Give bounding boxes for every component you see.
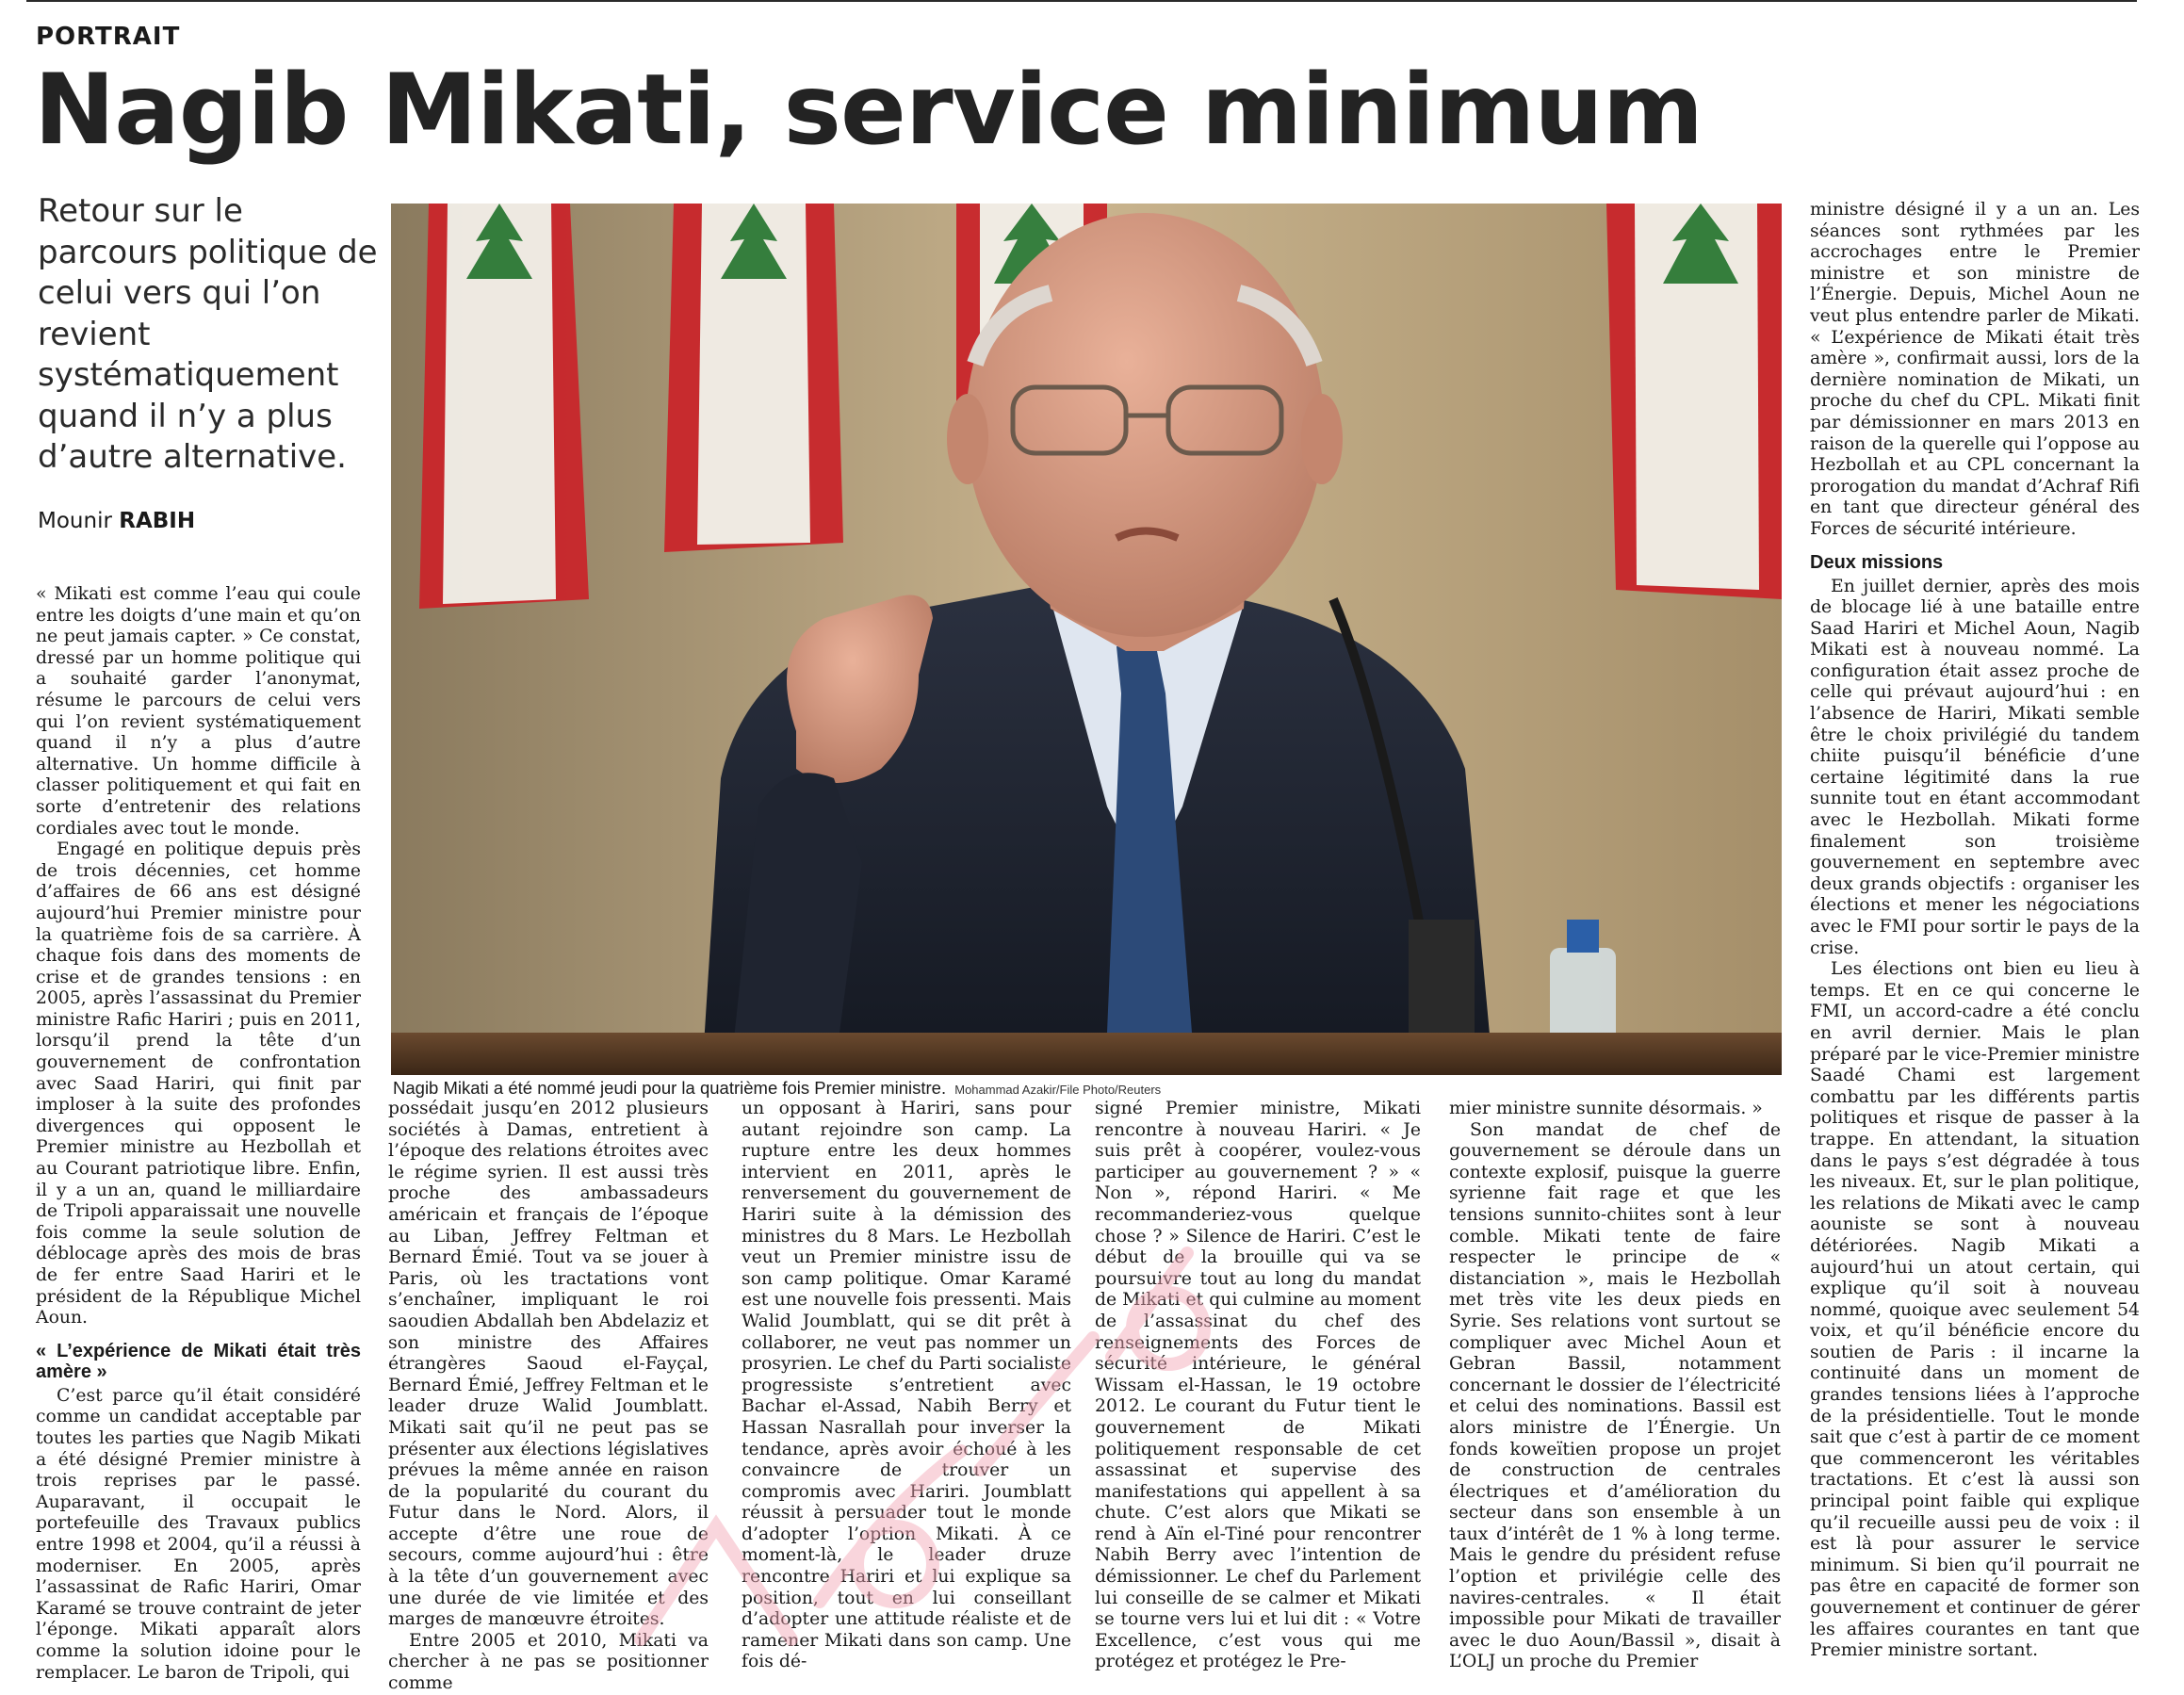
- article-column-4: [1095, 1099, 1421, 1673]
- paragraph: mier ministre sunnite désormais. »: [1449, 1099, 1763, 1118]
- article-photo: [391, 204, 1782, 1075]
- subheading: « L’expérience de Mikati était très amère »: [36, 1340, 361, 1382]
- section-label: PORTRAIT: [36, 23, 181, 51]
- paragraph: signé Premier ministre, Mikati rencontre à nouveau Hariri. « Je suis prêt à coopérer, voulez-vous participer au gouvernement ? » « Non », répond Hariri. « Me recommanderiez-vous quelque chose ? » Silence de Hariri. C’est le début de la brouille qui va se poursuivre tout au long du mandat de Mikati et qui culmine au moment de l’assassinat du chef des renseignements des Forces de sécurité intérieure, le général Wissam el-Hassan, le 19 octobre 2012. Le courant du Futur tient le gouvernement de Mikati politiquement responsable de cet assassinat et supervise des manifestations qui appellent à sa chute. C’est alors que Mikati se rend à Aïn el-Tiné pour rencontrer Nabih Berry avec l’intention de démissionner. Le chef du Parlement lui conseille de se calmer et Mikati se tourne vers lui et lui dit : « Votre Excellence, c’est vous qui me protégez et protégez le Pre-: [1095, 1099, 1421, 1672]
- paragraph: C’est parce qu’il était considéré comme un candidat acceptable par toutes les parties que Nagib Mikati a été désigné Premier ministre à trois reprises par le passé. Auparavant, il occupait le portefeuille des Travaux publics entre 1998 et 2004, qu’il a réussi à moderniser. En 2005, après l’assassinat de Rafic Hariri, Omar Karamé se trouve contraint de jeter l’éponge. Mikati apparaît alors comme la solution idoine pour le remplacer. Le baron de Tripoli, qui: [36, 1385, 361, 1683]
- headline: Nagib Mikati, service minimum: [34, 54, 1703, 167]
- portrait-photo-icon: [391, 204, 1782, 1075]
- paragraph: « Mikati est comme l’eau qui coule entre les doigts d’une main et qu’on ne peut jamais capter. » Ce constat, dressé par un homme politique qui a souhaité garder l’anonymat, résume le parcours de celui vers qui l’on revient systématiquement quand il n’y a plus d’autre alternative. Un homme difficile à classer politiquement et qui fait en sorte d’entretenir des relations cordiales avec tout le monde.: [36, 584, 361, 839]
- author-first-name: Mounir: [38, 509, 112, 533]
- paragraph: En juillet dernier, après des mois de blocage lié à une bataille entre Saad Hariri et Michel Aoun, Nagib Mikati est à nouveau nommé. La configuration était assez proche de celle qui prévaut aujourd’hui : en l’absence de Hariri, Mikati semble être le choix privilégié du tandem chiite puisqu’il bénéficie d’une certaine légitimité dans la rue sunnite tout en étant accommodant avec le Hezbollah. Mikati forme finalement son troisième gouvernement en septembre avec deux grands objectifs : organiser les élections et mener les négociations avec le FMI pour sortir le pays de la crise.: [1810, 576, 2140, 958]
- article-column-3: [742, 1099, 1071, 1673]
- author-last-name: RABIH: [119, 509, 196, 533]
- photo-credit: Mohammad Azakir/File Photo/Reuters: [954, 1083, 1162, 1097]
- paragraph: Les élections ont bien eu lieu à temps. Et en ce qui concerne le FMI, un accord-cadre a été conclu en avril dernier. Mais le plan préparé par le vice-Premier ministre Saadé Chami est largement combattu par les différents partis politiques et risque de passer à la trappe. En attendant, la situation dans le pays s’est dégradée à tous les niveaux. Et, sur le plan politique, les relations de Mikati avec le camp aouniste se sont à nouveau détériorées. Nagib Mikati a aujourd’hui un atout certain, qui explique qu’il soit à nouveau nommé, quoique avec seulement 54 voix, et qu’il bénéficie encore du soutien de Paris : il incarne la continuité dans un moment de grandes tensions liées à l’approche de la présidentielle. Tout le monde sait que c’est à partir de ce moment que commenceront les véritables tractations. Et c’est là aussi son principal point faible qui explique qu’il recueille aussi peu de voix : il est là pour assurer le service minimum. Si bien qu’il pourrait ne pas être en capacité de former son gouvernement et continuer de gérer les affaires courantes en tant que Premier ministre sortant.: [1810, 959, 2140, 1661]
- caption-text: Nagib Mikati a été nommé jeudi pour la quatrième fois Premier ministre.: [393, 1078, 947, 1098]
- photo-caption: [393, 1078, 1161, 1099]
- paragraph: Entre 2005 et 2010, Mikati va chercher à ne pas se positionner comme: [388, 1630, 709, 1694]
- paragraph: Engagé en politique depuis près de trois décennies, cet homme d’affaires de 66 ans est désigné aujourd’hui Premier ministre pour la quatrième fois de sa carrière. À chaque fois dans des moments de crise et de grandes tensions : en 2005, après l’assassinat du Premier ministre Rafic Hariri ; puis en 2011, lorsqu’il prend la tête d’un gouvernement de confrontation avec Saad Hariri, qui finit par imploser à la suite des profondes divergences qui opposent le Premier ministre au Hezbollah et au Courant patriotique libre. Enfin, il y a un an, quand le milliardaire de Tripoli apparaissait une nouvelle fois comme la seule solution de déblocage après des mois de bras de fer entre Saad Hariri et le président de la République Michel Aoun.: [36, 839, 361, 1328]
- top-rule: [26, 0, 2137, 2]
- paragraph: possédait jusqu’en 2012 plusieurs sociétés à Damas, entretient à l’époque des relations étroites avec le régime syrien. Il est aussi très proche des ambassadeurs américain et français de l’époque au Liban, Jeffrey Feltman et Bernard Émié. Tout va se jouer à Paris, où les tractations vont s’enchaîner, impliquant le roi saoudien Abdallah ben Abdelaziz et son ministre des Affaires étrangères Saoud el-Fayçal, Bernard Émié, Jeffrey Feltman et le leader druze Walid Joumblatt. Mikati sait qu’il ne peut pas se présenter aux élections législatives prévues la même année en raison de la popularité du courant du Futur dans le Nord. Alors, il accepte d’être une roue de secours, comme aujourd’hui : être à la tête d’un gouvernement avec une durée de vie limitée et des marges de manœuvre étroites.: [388, 1099, 709, 1630]
- article-column-2: [388, 1099, 709, 1695]
- article-column-6: [1810, 200, 2140, 1662]
- author-byline: [38, 509, 195, 533]
- subheading: Deux missions: [1810, 551, 1944, 573]
- paragraph: Son mandat de chef de gouvernement se déroule dans un contexte explosif, puisque la guerre syrienne fait rage et que les tensions sunnito-chiites sont à leur comble. Mikati tente de faire respecter le principe de « distanciation », mais le Hezbollah met très vite les deux pieds en Syrie. Ses relations vont surtout se compliquer avec Michel Aoun et Gebran Bassil, notamment concernant le dossier de l’électricité et celui des nominations. Bassil est alors ministre de l’Énergie. Un fonds koweïtien propose un projet de construction de centrales électriques et d’amélioration du secteur dans son ensemble à un taux d’intérêt de 1 % à long terme. Mais le gendre du président refuse l’option et privilégie celle des navires-centrales. « Il était impossible pour Mikati de travailler avec le duo Aoun/Bassil », disait à L’OLJ un proche du Premier: [1449, 1119, 1781, 1672]
- article-column-5: [1449, 1099, 1781, 1673]
- article-column-1: [36, 584, 361, 1684]
- intro-lede: Retour sur le parcours politique de celui vers qui l’on revient systématiquement quand il n’y a plus d’autre alternative.: [38, 192, 378, 476]
- paragraph: un opposant à Hariri, sans pour autant rejoindre son camp. La rupture entre les deux hommes intervient en 2011, après le renversement du gouvernement de Hariri suite à la démission des ministres du 8 Mars. Le Hezbollah veut un Premier ministre issu de son camp politique. Omar Karamé est une nouvelle fois pressenti. Mais Walid Joumblatt, qui se dit prêt à collaborer, ne veut pas nommer un prosyrien. Le chef du Parti socialiste progressiste s’entretient avec Bachar el-Assad, Nabih Berry et Hassan Nasrallah pour inverser la tendance, après avoir échoué à les convaincre de trouver un compromis avec Hariri. Joumblatt réussit à persuader tout le monde d’adopter l’option Mikati. À ce moment-là, le leader druze rencontre Hariri et lui explique sa position, tout en lui conseillant d’adopter une attitude réaliste et de ramener Mikati dans son camp. Une fois dé-: [742, 1099, 1071, 1672]
- paragraph: ministre désigné il y a un an. Les séances sont rythmées par les accrochages entre le Premier ministre et son ministre de l’Énergie. Depuis, Michel Aoun ne veut plus entendre parler de Mikati. « L’expérience de Mikati était très amère », confirmait aussi, lors de la dernière nomination de Mikati, un proche du chef du CPL. Mikati finit par démissionner en mars 2013 en raison de la querelle qui l’oppose au Hezbollah et au CPL concernant la prorogation du mandat d’Achraf Rifi en tant que directeur général des Forces de sécurité intérieure.: [1810, 200, 2140, 539]
